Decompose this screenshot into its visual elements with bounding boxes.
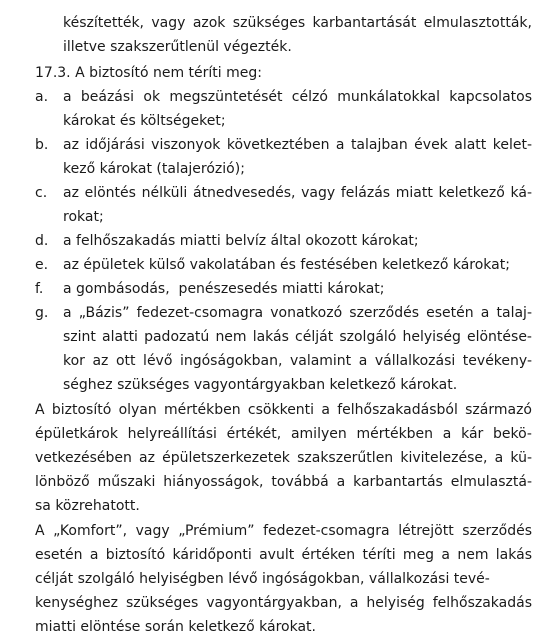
list-item-a-line-1: a beázási ok megszüntetését célzó munkálatokkal kapcsolatos (63, 89, 532, 105)
list-item-g-line-4: séghez szükséges vagyontárgyakban keletkező károkat. (63, 377, 458, 393)
paragraph-1-line-1: A biztosító olyan mértékben csökkenti a felhőszakadásból származó (35, 402, 532, 418)
list-item-f-marker: f. (35, 281, 44, 297)
paragraph-1-line-2: épületkárok helyreállítási értékét, amilyen mértékben a kár bekö- (35, 426, 532, 442)
paragraph-2-line-5: miatti elöntése során keletkező károkat. (35, 619, 316, 635)
intro-line-1: készítették, vagy azok szükséges karbantartását elmulasztották, (63, 15, 532, 31)
list-item-c-marker: c. (35, 185, 48, 201)
paragraph-1-line-5: sa közrehatott. (35, 498, 140, 514)
list-item-g-line-2: szint alatti padozatú nem lakás célját szolgáló helyiség elöntése- (63, 329, 532, 345)
paragraph-2-line-2: esetén a biztosító káridőponti avult értéken téríti meg a nem lakás (35, 547, 532, 563)
list-item-b-line-2: kező károkat (talajerózió); (63, 161, 245, 177)
list-item-c-line-1: az elöntés nélküli átnedvesedés, vagy felázás miatt keletkező ká- (63, 185, 532, 201)
list-item-e-line-1: az épületek külső vakolatában és festésében keletkező károkat; (63, 257, 510, 273)
list-item-d-marker: d. (35, 233, 49, 249)
list-item-g-line-3: kor az ott lévő ingóságokban, valamint a vállalkozási tevékeny- (63, 353, 532, 369)
section-heading: 17.3. A biztosító nem téríti meg: (35, 65, 262, 81)
list-item-a-line-2: károkat és költségeket; (63, 113, 226, 129)
paragraph-1-line-3: vetkezésében az épületszerkezetek szakszerűtlen kivitelezése, a kü- (35, 450, 532, 466)
paragraph-2-line-1: A „Komfort”, vagy „Prémium” fedezet-csomagra létrejött szerződés (35, 523, 532, 539)
list-item-f-line-1: a gombásodás, penészesedés miatti károkat; (63, 281, 385, 297)
intro-line-2: illetve szakszerűtlenül végezték. (63, 39, 292, 55)
list-item-e-marker: e. (35, 257, 49, 273)
paragraph-2-line-4: kenységhez szükséges vagyontárgyakban, a helyiség felhőszakadás (35, 595, 532, 611)
list-item-a-marker: a. (35, 89, 49, 105)
list-item-g-marker: g. (35, 305, 49, 321)
list-item-c-line-2: rokat; (63, 209, 104, 225)
list-item-d-line-1: a felhőszakadás miatti belvíz által okozott károkat; (63, 233, 419, 249)
list-item-b-line-1: az időjárási viszonyok következtében a talajban évek alatt kelet- (63, 137, 532, 153)
list-item-b-marker: b. (35, 137, 49, 153)
paragraph-2-line-3: célját szolgáló helyiségben lévő ingóságokban, vállalkozási tevé- (35, 571, 490, 587)
paragraph-1-line-4: lönböző műszaki hiányosságok, továbbá a karbantartás elmulasztá- (35, 474, 532, 490)
list-item-g-line-1: a „Bázis” fedezet-csomagra vonatkozó szerződés esetén a talaj- (63, 305, 532, 321)
